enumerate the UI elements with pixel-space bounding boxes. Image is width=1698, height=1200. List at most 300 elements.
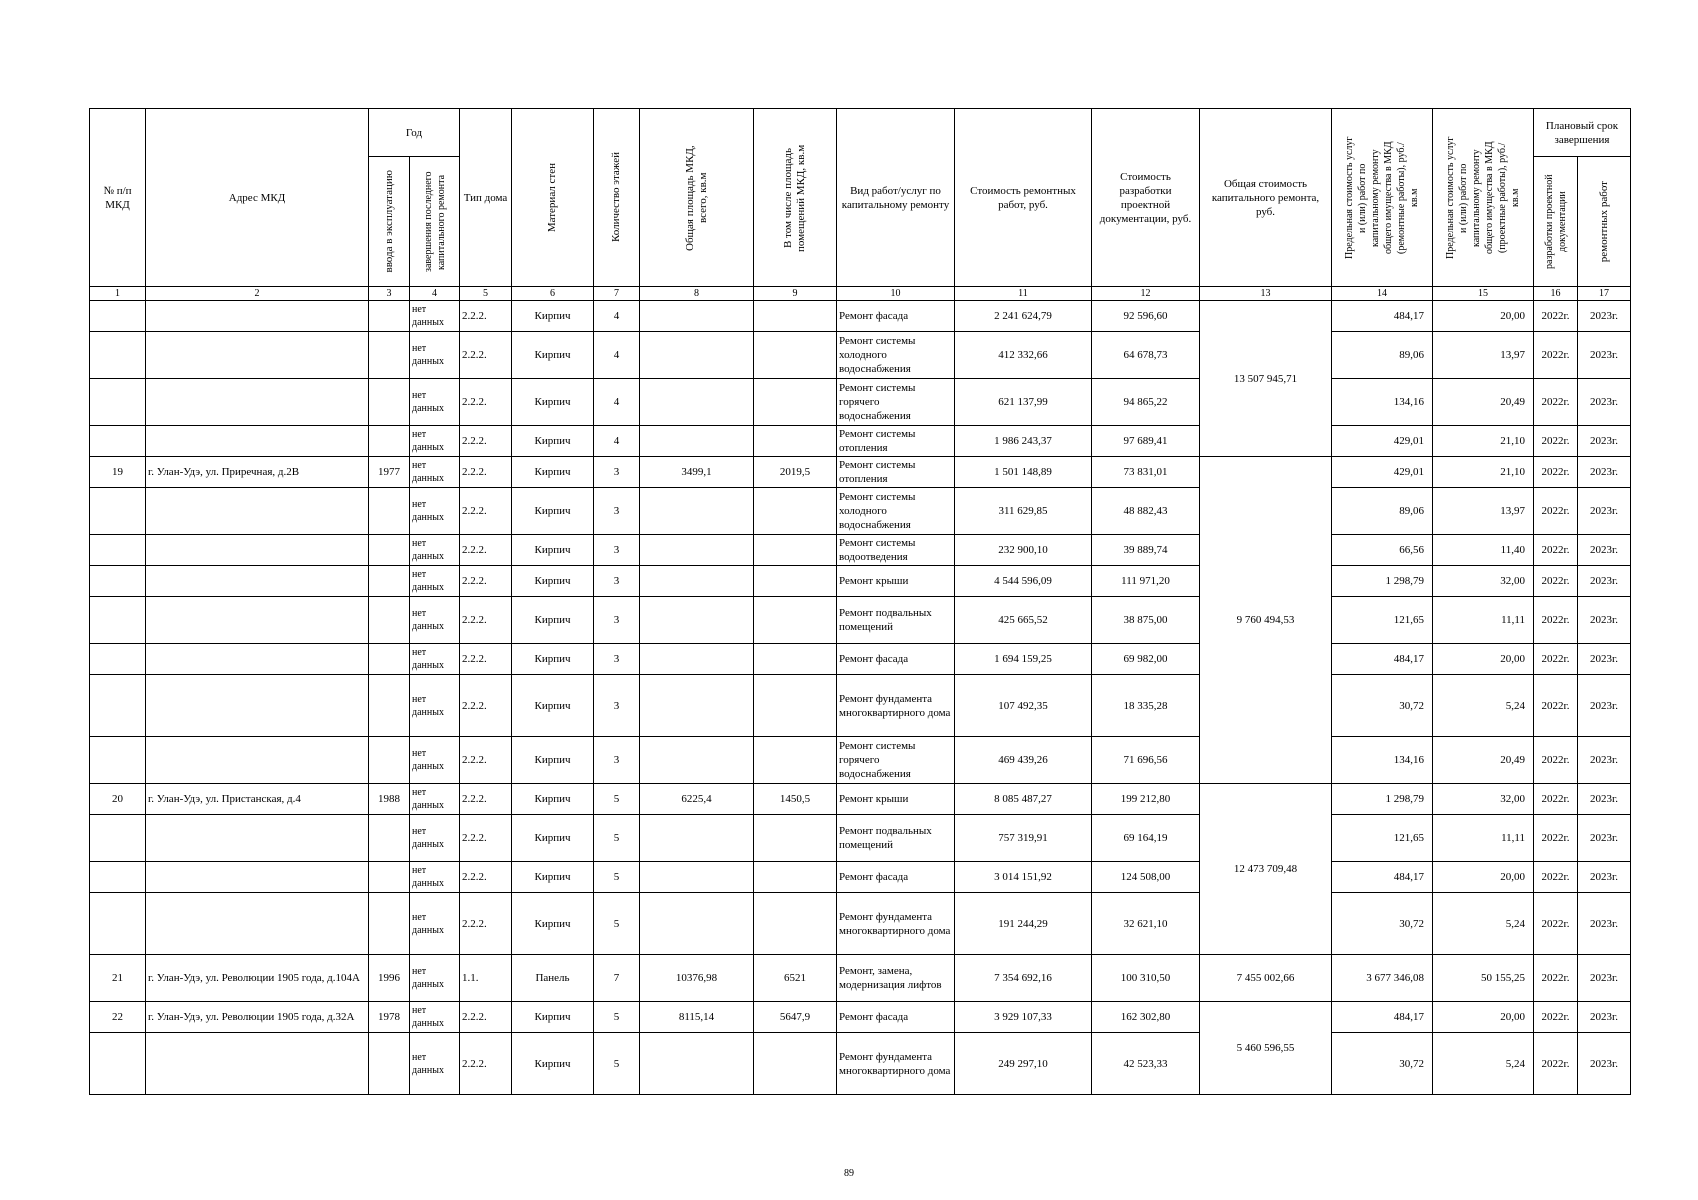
work-type-cell: Ремонт фасада	[837, 1002, 955, 1033]
year-cell	[369, 737, 410, 784]
cost-repair-cell: 7 354 692,16	[955, 955, 1092, 1002]
area-total-cell	[640, 862, 754, 893]
limit-repair-cell: 1 298,79	[1332, 566, 1433, 597]
limit-repair-cell: 121,65	[1332, 815, 1433, 862]
work-type-cell: Ремонт фундамента многоквартирного дома	[837, 675, 955, 737]
area-total-cell: 8115,14	[640, 1002, 754, 1033]
column-number: 10	[837, 287, 955, 301]
floors-cell: 3	[594, 644, 640, 675]
wall-cell: Кирпич	[512, 301, 594, 332]
cost-total-cell	[1200, 457, 1332, 784]
area-total-cell	[640, 675, 754, 737]
cost-design-cell: 73 831,01	[1092, 457, 1200, 488]
address-cell: г. Улан-Удэ, ул. Пристанская, д.4	[146, 784, 369, 815]
area-premises-cell	[754, 862, 837, 893]
header-limit-repair: Предельная стоимость услуг и (или) работ по капитальному ремонту общего имущества в МКД (ремонтные работы), руб./кв.м	[1332, 109, 1433, 287]
area-total-cell	[640, 301, 754, 332]
house-type-cell: 1.1.	[460, 955, 512, 1002]
area-premises-cell: 6521	[754, 955, 837, 1002]
cost-design-cell: 32 621,10	[1092, 893, 1200, 955]
limit-design-cell: 20,00	[1433, 862, 1534, 893]
deadline-repair-cell: 2023г.	[1578, 426, 1631, 457]
deadline-repair-cell: 2023г.	[1578, 862, 1631, 893]
repair-year-cell: нет данных	[410, 675, 460, 737]
limit-design-cell: 50 155,25	[1433, 955, 1534, 1002]
row-number	[90, 597, 146, 644]
limit-repair-cell: 484,17	[1332, 301, 1433, 332]
cost-design-cell: 18 335,28	[1092, 675, 1200, 737]
area-total-cell: 10376,98	[640, 955, 754, 1002]
deadline-repair-cell: 2023г.	[1578, 737, 1631, 784]
address-cell	[146, 1033, 369, 1095]
area-premises-cell	[754, 488, 837, 535]
deadline-repair-cell: 2023г.	[1578, 597, 1631, 644]
table-row	[90, 301, 1631, 332]
header-num: № п/п МКД	[90, 109, 146, 287]
limit-design-cell: 5,24	[1433, 675, 1534, 737]
deadline-design-cell: 2022г.	[1534, 1033, 1578, 1095]
limit-design-cell: 11,11	[1433, 815, 1534, 862]
header-limit-design: Предельная стоимость услуг и (или) работ по капитальному ремонту общего имущества в МКД (проектные работы), руб./кв.м	[1433, 109, 1534, 287]
year-cell: 1996	[369, 955, 410, 1002]
deadline-repair-cell: 2023г.	[1578, 893, 1631, 955]
house-type-cell: 2.2.2.	[460, 644, 512, 675]
row-number	[90, 379, 146, 426]
header-deadline-design: разработки проектной документации	[1534, 157, 1578, 287]
cost-total-value: 13 507 945,71	[1233, 372, 1298, 385]
house-type-cell: 2.2.2.	[460, 566, 512, 597]
year-cell	[369, 644, 410, 675]
work-type-cell: Ремонт фасада	[837, 644, 955, 675]
house-type-cell: 2.2.2.	[460, 535, 512, 566]
year-cell	[369, 862, 410, 893]
house-type-cell: 2.2.2.	[460, 815, 512, 862]
area-premises-cell	[754, 426, 837, 457]
wall-cell: Кирпич	[512, 379, 594, 426]
limit-repair-cell: 121,65	[1332, 597, 1433, 644]
cost-design-cell: 48 882,43	[1092, 488, 1200, 535]
column-number: 2	[146, 287, 369, 301]
repair-year-cell: нет данных	[410, 566, 460, 597]
cost-repair-cell: 425 665,52	[955, 597, 1092, 644]
house-type-cell: 2.2.2.	[460, 784, 512, 815]
row-number	[90, 426, 146, 457]
address-cell	[146, 488, 369, 535]
repair-year-cell: нет данных	[410, 815, 460, 862]
deadline-design-cell: 2022г.	[1534, 1002, 1578, 1033]
work-type-cell: Ремонт системы отопления	[837, 457, 955, 488]
area-premises-cell	[754, 893, 837, 955]
repair-year-cell: нет данных	[410, 893, 460, 955]
floors-cell: 5	[594, 862, 640, 893]
row-number: 19	[90, 457, 146, 488]
deadline-repair-cell: 2023г.	[1578, 815, 1631, 862]
table-row	[90, 862, 1631, 893]
table-row	[90, 566, 1631, 597]
house-type-cell: 2.2.2.	[460, 457, 512, 488]
table-row	[90, 379, 1631, 426]
address-cell	[146, 862, 369, 893]
cost-repair-cell: 8 085 487,27	[955, 784, 1092, 815]
deadline-repair-cell: 2023г.	[1578, 566, 1631, 597]
column-number: 6	[512, 287, 594, 301]
area-premises-cell: 1450,5	[754, 784, 837, 815]
limit-repair-cell: 1 298,79	[1332, 784, 1433, 815]
table-row	[90, 597, 1631, 644]
wall-cell: Кирпич	[512, 737, 594, 784]
address-cell	[146, 332, 369, 379]
limit-repair-cell: 484,17	[1332, 644, 1433, 675]
cost-repair-cell: 469 439,26	[955, 737, 1092, 784]
work-type-cell: Ремонт подвальных помещений	[837, 597, 955, 644]
row-number	[90, 301, 146, 332]
year-cell	[369, 488, 410, 535]
cost-repair-cell: 232 900,10	[955, 535, 1092, 566]
floors-cell: 3	[594, 566, 640, 597]
wall-cell: Кирпич	[512, 488, 594, 535]
area-total-cell	[640, 815, 754, 862]
deadline-design-cell: 2022г.	[1534, 488, 1578, 535]
year-cell	[369, 332, 410, 379]
house-type-cell: 2.2.2.	[460, 893, 512, 955]
deadline-design-cell: 2022г.	[1534, 457, 1578, 488]
limit-repair-cell: 484,17	[1332, 862, 1433, 893]
wall-cell: Кирпич	[512, 535, 594, 566]
house-type-cell: 2.2.2.	[460, 862, 512, 893]
header-area-premises: В том числе площадь помещений МКД, кв.м	[754, 109, 837, 287]
column-number: 5	[460, 287, 512, 301]
cost-repair-cell: 311 629,85	[955, 488, 1092, 535]
deadline-design-cell: 2022г.	[1534, 535, 1578, 566]
wall-cell: Кирпич	[512, 675, 594, 737]
cost-design-cell: 69 164,19	[1092, 815, 1200, 862]
column-number: 7	[594, 287, 640, 301]
area-total-cell: 6225,4	[640, 784, 754, 815]
address-cell	[146, 426, 369, 457]
repair-year-cell: нет данных	[410, 426, 460, 457]
address-cell	[146, 675, 369, 737]
limit-design-cell: 20,49	[1433, 379, 1534, 426]
column-number: 1	[90, 287, 146, 301]
year-cell	[369, 535, 410, 566]
address-cell	[146, 379, 369, 426]
limit-repair-cell: 30,72	[1332, 675, 1433, 737]
limit-design-cell: 20,00	[1433, 1002, 1534, 1033]
deadline-design-cell: 2022г.	[1534, 379, 1578, 426]
work-type-cell: Ремонт системы холодного водоснабжения	[837, 332, 955, 379]
repair-year-cell: нет данных	[410, 535, 460, 566]
cost-total-value: 9 760 494,53	[1236, 614, 1295, 626]
address-cell	[146, 644, 369, 675]
column-number: 16	[1534, 287, 1578, 301]
work-type-cell: Ремонт системы горячего водоснабжения	[837, 737, 955, 784]
header-address: Адрес МКД	[146, 109, 369, 287]
deadline-design-cell: 2022г.	[1534, 301, 1578, 332]
work-type-cell: Ремонт крыши	[837, 784, 955, 815]
floors-cell: 4	[594, 301, 640, 332]
work-type-cell: Ремонт фасада	[837, 862, 955, 893]
address-cell	[146, 893, 369, 955]
floors-cell: 5	[594, 893, 640, 955]
limit-repair-cell: 3 677 346,08	[1332, 955, 1433, 1002]
area-total-cell	[640, 893, 754, 955]
deadline-design-cell: 2022г.	[1534, 737, 1578, 784]
address-cell	[146, 301, 369, 332]
cost-design-cell: 38 875,00	[1092, 597, 1200, 644]
cost-total-value: 7 455 002,66	[1236, 972, 1295, 984]
area-premises-cell: 2019,5	[754, 457, 837, 488]
limit-repair-cell: 484,17	[1332, 1002, 1433, 1033]
year-cell	[369, 301, 410, 332]
column-number: 3	[369, 287, 410, 301]
area-premises-cell	[754, 597, 837, 644]
year-cell	[369, 566, 410, 597]
limit-design-cell: 11,40	[1433, 535, 1534, 566]
wall-cell: Кирпич	[512, 426, 594, 457]
deadline-repair-cell: 2023г.	[1578, 488, 1631, 535]
header-year: Год	[369, 109, 460, 157]
limit-repair-cell: 30,72	[1332, 1033, 1433, 1095]
work-type-cell: Ремонт системы водоотведения	[837, 535, 955, 566]
capital-repair-table	[89, 108, 1631, 1095]
cost-total-value: 5 460 596,55	[1236, 1042, 1295, 1054]
house-type-cell: 2.2.2.	[460, 1033, 512, 1095]
deadline-design-cell: 2022г.	[1534, 426, 1578, 457]
deadline-design-cell: 2022г.	[1534, 893, 1578, 955]
header-year-input: ввода в эксплуатацию	[369, 157, 410, 287]
cost-repair-cell: 107 492,35	[955, 675, 1092, 737]
header-house-type: Тип дома	[460, 109, 512, 287]
area-total-cell	[640, 597, 754, 644]
floors-cell: 3	[594, 675, 640, 737]
area-total-cell: 3499,1	[640, 457, 754, 488]
cost-repair-cell: 4 544 596,09	[955, 566, 1092, 597]
area-premises-cell: 5647,9	[754, 1002, 837, 1033]
area-total-cell	[640, 426, 754, 457]
row-number	[90, 893, 146, 955]
row-number	[90, 488, 146, 535]
limit-design-cell: 13,97	[1433, 488, 1534, 535]
area-total-cell	[640, 644, 754, 675]
house-type-cell: 2.2.2.	[460, 488, 512, 535]
limit-design-cell: 5,24	[1433, 1033, 1534, 1095]
cost-repair-cell: 249 297,10	[955, 1033, 1092, 1095]
limit-design-cell: 20,00	[1433, 644, 1534, 675]
repair-year-cell: нет данных	[410, 597, 460, 644]
address-cell: г. Улан-Удэ, ул. Приречная, д.2В	[146, 457, 369, 488]
repair-year-cell: нет данных	[410, 784, 460, 815]
address-cell	[146, 737, 369, 784]
cost-design-cell: 100 310,50	[1092, 955, 1200, 1002]
limit-repair-cell: 89,06	[1332, 488, 1433, 535]
house-type-cell: 2.2.2.	[460, 301, 512, 332]
floors-cell: 5	[594, 815, 640, 862]
limit-design-cell: 21,10	[1433, 457, 1534, 488]
wall-cell: Кирпич	[512, 457, 594, 488]
deadline-design-cell: 2022г.	[1534, 597, 1578, 644]
cost-repair-cell: 412 332,66	[955, 332, 1092, 379]
deadline-design-cell: 2022г.	[1534, 332, 1578, 379]
area-total-cell	[640, 566, 754, 597]
deadline-repair-cell: 2023г.	[1578, 457, 1631, 488]
deadline-design-cell: 2022г.	[1534, 784, 1578, 815]
table-row	[90, 535, 1631, 566]
wall-cell: Кирпич	[512, 893, 594, 955]
wall-cell: Кирпич	[512, 597, 594, 644]
row-number	[90, 566, 146, 597]
cost-design-cell: 111 971,20	[1092, 566, 1200, 597]
limit-design-cell: 32,00	[1433, 566, 1534, 597]
column-number: 4	[410, 287, 460, 301]
repair-year-cell: нет данных	[410, 379, 460, 426]
header-cost-total: Общая стоимость капитального ремонта, руб.	[1200, 109, 1332, 287]
area-premises-cell	[754, 644, 837, 675]
floors-cell: 4	[594, 379, 640, 426]
column-number: 8	[640, 287, 754, 301]
cost-repair-cell: 3 929 107,33	[955, 1002, 1092, 1033]
year-cell: 1988	[369, 784, 410, 815]
cost-design-cell: 64 678,73	[1092, 332, 1200, 379]
work-type-cell: Ремонт фундамента многоквартирного дома	[837, 893, 955, 955]
work-type-cell: Ремонт крыши	[837, 566, 955, 597]
cost-total-cell	[1200, 955, 1332, 1002]
address-cell	[146, 597, 369, 644]
house-type-cell: 2.2.2.	[460, 379, 512, 426]
cost-design-cell: 94 865,22	[1092, 379, 1200, 426]
work-type-cell: Ремонт подвальных помещений	[837, 815, 955, 862]
repair-year-cell: нет данных	[410, 955, 460, 1002]
area-premises-cell	[754, 737, 837, 784]
wall-cell: Кирпич	[512, 815, 594, 862]
floors-cell: 5	[594, 784, 640, 815]
header-cost-design: Стоимость разработки проектной документации, руб.	[1092, 109, 1200, 287]
row-number	[90, 332, 146, 379]
floors-cell: 4	[594, 332, 640, 379]
deadline-repair-cell: 2023г.	[1578, 535, 1631, 566]
wall-cell: Кирпич	[512, 644, 594, 675]
repair-year-cell: нет данных	[410, 488, 460, 535]
deadline-repair-cell: 2023г.	[1578, 332, 1631, 379]
deadline-design-cell: 2022г.	[1534, 862, 1578, 893]
work-type-cell: Ремонт системы холодного водоснабжения	[837, 488, 955, 535]
row-number: 21	[90, 955, 146, 1002]
deadline-repair-cell: 2023г.	[1578, 1002, 1631, 1033]
cost-repair-cell: 1 501 148,89	[955, 457, 1092, 488]
deadline-design-cell: 2022г.	[1534, 815, 1578, 862]
table-row	[90, 737, 1631, 784]
address-cell	[146, 566, 369, 597]
table-row	[90, 426, 1631, 457]
cost-repair-cell: 1 986 243,37	[955, 426, 1092, 457]
column-number: 9	[754, 287, 837, 301]
header-deadline: Плановый срок завершения	[1534, 109, 1631, 157]
floors-cell: 3	[594, 597, 640, 644]
cost-repair-cell: 2 241 624,79	[955, 301, 1092, 332]
limit-repair-cell: 30,72	[1332, 893, 1433, 955]
cost-design-cell: 71 696,56	[1092, 737, 1200, 784]
house-type-cell: 2.2.2.	[460, 332, 512, 379]
floors-cell: 7	[594, 955, 640, 1002]
cost-design-cell: 97 689,41	[1092, 426, 1200, 457]
work-type-cell: Ремонт фундамента многоквартирного дома	[837, 1033, 955, 1095]
cost-repair-cell: 191 244,29	[955, 893, 1092, 955]
wall-cell: Кирпич	[512, 784, 594, 815]
cost-design-cell: 42 523,33	[1092, 1033, 1200, 1095]
cost-design-cell: 199 212,80	[1092, 784, 1200, 815]
deadline-repair-cell: 2023г.	[1578, 301, 1631, 332]
year-cell	[369, 379, 410, 426]
table-row	[90, 1033, 1631, 1095]
limit-design-cell: 32,00	[1433, 784, 1534, 815]
row-number	[90, 535, 146, 566]
work-type-cell: Ремонт, замена, модернизация лифтов	[837, 955, 955, 1002]
year-cell	[369, 815, 410, 862]
area-premises-cell	[754, 379, 837, 426]
row-number: 20	[90, 784, 146, 815]
header-year-repair: завершения последнего капитального ремонта	[410, 157, 460, 287]
column-number: 15	[1433, 287, 1534, 301]
area-premises-cell	[754, 566, 837, 597]
floors-cell: 5	[594, 1002, 640, 1033]
area-total-cell	[640, 737, 754, 784]
row-number	[90, 737, 146, 784]
floors-cell: 5	[594, 1033, 640, 1095]
house-type-cell: 2.2.2.	[460, 597, 512, 644]
wall-cell: Кирпич	[512, 862, 594, 893]
limit-design-cell: 13,97	[1433, 332, 1534, 379]
column-number: 11	[955, 287, 1092, 301]
limit-design-cell: 11,11	[1433, 597, 1534, 644]
cost-design-cell: 92 596,60	[1092, 301, 1200, 332]
row-number	[90, 644, 146, 675]
column-number: 12	[1092, 287, 1200, 301]
limit-design-cell: 20,00	[1433, 301, 1534, 332]
wall-cell: Панель	[512, 955, 594, 1002]
limit-design-cell: 5,24	[1433, 893, 1534, 955]
cost-total-cell	[1200, 784, 1332, 955]
table-row	[90, 675, 1631, 737]
area-premises-cell	[754, 332, 837, 379]
row-number	[90, 675, 146, 737]
table-row	[90, 332, 1631, 379]
cost-repair-cell: 3 014 151,92	[955, 862, 1092, 893]
house-type-cell: 2.2.2.	[460, 1002, 512, 1033]
year-cell	[369, 597, 410, 644]
wall-cell: Кирпич	[512, 566, 594, 597]
repair-year-cell: нет данных	[410, 737, 460, 784]
deadline-design-cell: 2022г.	[1534, 955, 1578, 1002]
deadline-repair-cell: 2023г.	[1578, 955, 1631, 1002]
cost-repair-cell: 1 694 159,25	[955, 644, 1092, 675]
deadline-repair-cell: 2023г.	[1578, 675, 1631, 737]
area-premises-cell	[754, 815, 837, 862]
deadline-design-cell: 2022г.	[1534, 675, 1578, 737]
repair-year-cell: нет данных	[410, 862, 460, 893]
floors-cell: 3	[594, 457, 640, 488]
wall-cell: Кирпич	[512, 332, 594, 379]
area-total-cell	[640, 1033, 754, 1095]
cost-design-cell: 69 982,00	[1092, 644, 1200, 675]
page-number: 89	[844, 1168, 854, 1179]
repair-year-cell: нет данных	[410, 644, 460, 675]
house-type-cell: 2.2.2.	[460, 737, 512, 784]
limit-repair-cell: 429,01	[1332, 457, 1433, 488]
row-number: 22	[90, 1002, 146, 1033]
column-number: 17	[1578, 287, 1631, 301]
floors-cell: 3	[594, 737, 640, 784]
area-total-cell	[640, 535, 754, 566]
repair-year-cell: нет данных	[410, 1002, 460, 1033]
